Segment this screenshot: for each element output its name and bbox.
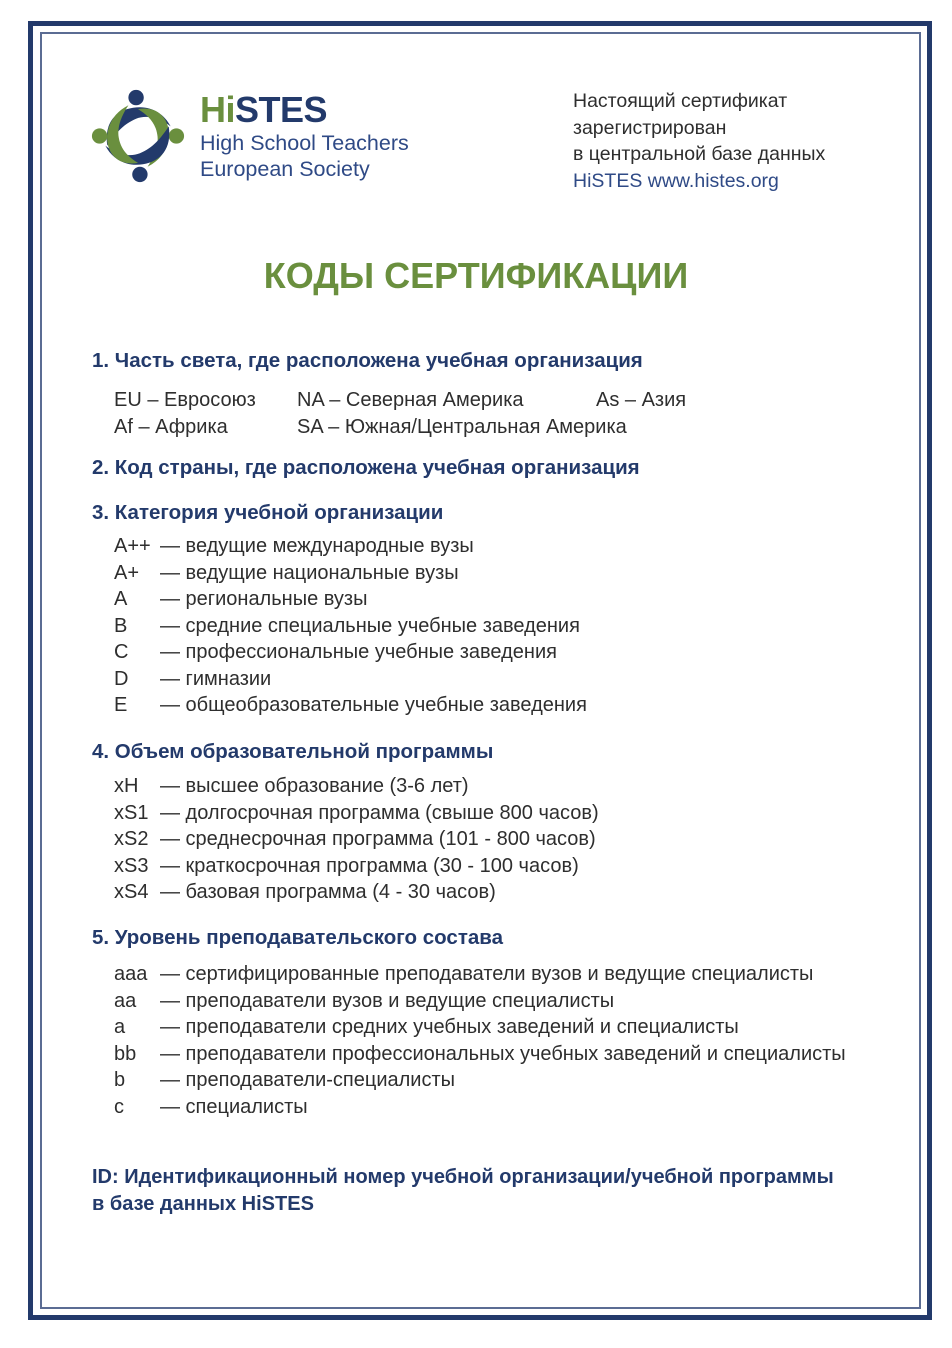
program-volume-list bbox=[114, 773, 599, 906]
item-desc: — специалисты bbox=[160, 1095, 308, 1118]
histes-logo-icon bbox=[90, 88, 186, 184]
list-item bbox=[114, 666, 587, 693]
item-desc: — сертифицированные преподаватели вузов и ведущие специалисты bbox=[160, 963, 814, 985]
registry-line: в центральной базе данных bbox=[573, 143, 826, 165]
brand-subtitle-line1: High School Teachers bbox=[200, 131, 409, 155]
item-code: c bbox=[114, 1095, 124, 1118]
list-item bbox=[114, 988, 846, 1015]
item-code: bb bbox=[114, 1042, 137, 1065]
registry-line: Настоящий сертификат bbox=[573, 90, 788, 112]
list-item bbox=[114, 1094, 846, 1121]
item-desc: — ведущие национальные вузы bbox=[160, 561, 459, 584]
item-code: A++ bbox=[114, 535, 151, 557]
item-desc: — региональные вузы bbox=[160, 588, 368, 610]
list-item bbox=[114, 879, 599, 906]
item-code: C bbox=[114, 641, 129, 663]
item-desc: — гимназии bbox=[160, 667, 272, 690]
item-code: aa bbox=[114, 989, 137, 1012]
logo-head-top bbox=[128, 90, 143, 105]
item-desc: — долгосрочная программа (свыше 800 часов) bbox=[160, 801, 599, 824]
id-note bbox=[92, 1164, 834, 1217]
item-code: E bbox=[114, 694, 128, 716]
item-desc: — краткосрочная программа (30 - 100 часов) bbox=[160, 854, 579, 877]
list-item bbox=[114, 773, 599, 800]
item-code: D bbox=[114, 667, 129, 690]
list-item bbox=[114, 1014, 846, 1041]
item-code: B bbox=[114, 614, 128, 637]
item-desc: — профессиональные учебные заведения bbox=[160, 641, 557, 663]
list-item bbox=[114, 586, 587, 613]
list-item bbox=[114, 1067, 846, 1094]
item-desc: — высшее образование (3-6 лет) bbox=[160, 775, 469, 797]
list-item bbox=[114, 853, 599, 880]
region-code-sa: SA – Южная/Центральная Америка bbox=[297, 416, 627, 438]
item-desc: — среднесрочная программа (101 - 800 часов) bbox=[160, 828, 596, 850]
list-item bbox=[114, 826, 599, 853]
item-desc: — средние специальные учебные заведения bbox=[160, 614, 580, 637]
id-note-line1: ID: Идентификационный номер учебной организации/учебной программы bbox=[92, 1166, 834, 1188]
item-code: b bbox=[114, 1069, 126, 1091]
id-note-line2: в базе данных HiSTES bbox=[92, 1192, 314, 1215]
brand-name bbox=[200, 90, 409, 130]
brand-block bbox=[200, 90, 409, 182]
list-item bbox=[114, 961, 846, 988]
item-desc: — общеобразовательные учебные заведения bbox=[160, 694, 587, 716]
logo-head-bottom bbox=[132, 167, 147, 182]
item-code: aaa bbox=[114, 963, 148, 985]
item-code: xS3 bbox=[114, 854, 149, 877]
brand-subtitle-line2: European Society bbox=[200, 157, 370, 181]
staff-level-list bbox=[114, 961, 846, 1120]
item-desc: — преподаватели-специалисты bbox=[160, 1069, 455, 1091]
item-desc: — преподаватели средних учебных заведений и специалисты bbox=[160, 1016, 739, 1038]
item-code: xS2 bbox=[114, 828, 149, 850]
region-code-eu: EU – Евросоюз bbox=[114, 389, 256, 411]
registry-line: зарегистрирован bbox=[573, 116, 727, 139]
item-code: A+ bbox=[114, 561, 140, 584]
item-code: xH bbox=[114, 775, 139, 797]
brand-hi: Hi bbox=[200, 89, 235, 130]
section-heading-3: 3. Категория учебной организации bbox=[92, 501, 444, 524]
logo-head-left bbox=[92, 128, 107, 143]
item-desc: — преподаватели вузов и ведущие специалисты bbox=[160, 989, 615, 1012]
item-desc: — ведущие международные вузы bbox=[160, 535, 474, 557]
item-desc: — преподаватели профессиональных учебных заведений и специалисты bbox=[160, 1042, 846, 1065]
section-heading-4: 4. Объем образовательной программы bbox=[92, 740, 494, 763]
region-code-as: As – Азия bbox=[596, 389, 687, 411]
item-code: a bbox=[114, 1016, 126, 1038]
category-list bbox=[114, 533, 587, 719]
list-item bbox=[114, 1041, 846, 1068]
list-item bbox=[114, 692, 587, 719]
item-code: xS1 bbox=[114, 801, 149, 824]
item-desc: — базовая программа (4 - 30 часов) bbox=[160, 881, 496, 903]
region-code-na: NA – Северная Америка bbox=[297, 389, 524, 411]
list-item bbox=[114, 639, 587, 666]
section-heading-2: 2. Код страны, где расположена учебная организация bbox=[92, 456, 640, 479]
logo-head-right bbox=[169, 128, 184, 143]
registry-website-link[interactable]: HiSTES www.histes.org bbox=[573, 169, 779, 192]
list-item bbox=[114, 533, 587, 560]
item-code: xS4 bbox=[114, 881, 149, 903]
list-item bbox=[114, 613, 587, 640]
list-item bbox=[114, 800, 599, 827]
page-title: КОДЫ СЕРТИФИКАЦИИ bbox=[263, 255, 689, 296]
item-code: A bbox=[114, 588, 128, 610]
list-item bbox=[114, 560, 587, 587]
section-heading-1: 1. Часть света, где расположена учебная организация bbox=[92, 349, 643, 372]
region-code-af: Af – Африка bbox=[114, 416, 228, 438]
brand-stes: STES bbox=[235, 89, 328, 130]
section-heading-5: 5. Уровень преподавательского состава bbox=[92, 926, 504, 949]
registry-note bbox=[573, 88, 825, 194]
